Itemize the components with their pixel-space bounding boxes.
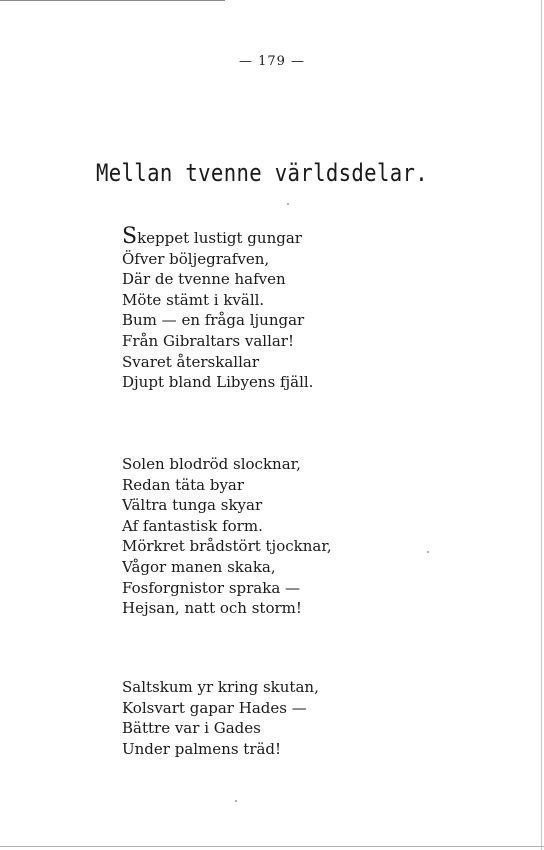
bottom-rule: [0, 846, 544, 847]
paper-speck: [427, 551, 429, 553]
poem-line: Hejsan, natt och storm!: [122, 599, 302, 618]
stanza-3: [122, 677, 319, 759]
poem-line: Vältra tunga skyar: [122, 496, 263, 515]
poem-line: Fosforgnistor spraka —: [122, 578, 301, 597]
poem-line: Kolsvart gapar Hades —: [122, 698, 307, 717]
poem-line: Djupt bland Libyens fjäll.: [122, 373, 314, 392]
poem-line: Redan täta byar: [122, 475, 245, 494]
top-rule: [0, 0, 225, 1]
poem-line: Möte stämt i kväll.: [122, 290, 265, 309]
poem-line: Mörkret brådstört tjocknar,: [122, 537, 332, 556]
stanza-1: [122, 224, 314, 393]
poem-line: Saltskum yr kring skutan,: [122, 678, 319, 696]
poem-line: Där de tvenne hafven: [122, 270, 286, 289]
paper-speck: [287, 203, 289, 205]
page-number: — 179 —: [238, 54, 306, 69]
poem-line: Bum — en fråga ljungar: [122, 311, 305, 330]
stanza-2: [122, 454, 332, 619]
poem-line: Under palmens träd!: [122, 739, 282, 758]
initial-letter: S: [122, 224, 138, 249]
poem-line: Bättre var i Gades: [122, 719, 261, 738]
paper-speck: [235, 800, 237, 802]
poem-line: Vågor manen skaka,: [122, 557, 276, 576]
poem-line: Solen blodröd slocknar,: [122, 455, 301, 473]
poem-line: Skeppet lustigt gungar: [122, 224, 302, 249]
poem-line: Öfver böljegrafven,: [122, 249, 270, 268]
poem-line: Svaret återskallar: [122, 352, 259, 371]
page-edge: [541, 0, 542, 850]
poem-line: Af fantastisk form.: [122, 516, 263, 535]
poem-line: Från Gibraltars vallar!: [122, 331, 295, 350]
poem-title: Mellan tvenne världsdelar.: [96, 159, 429, 187]
